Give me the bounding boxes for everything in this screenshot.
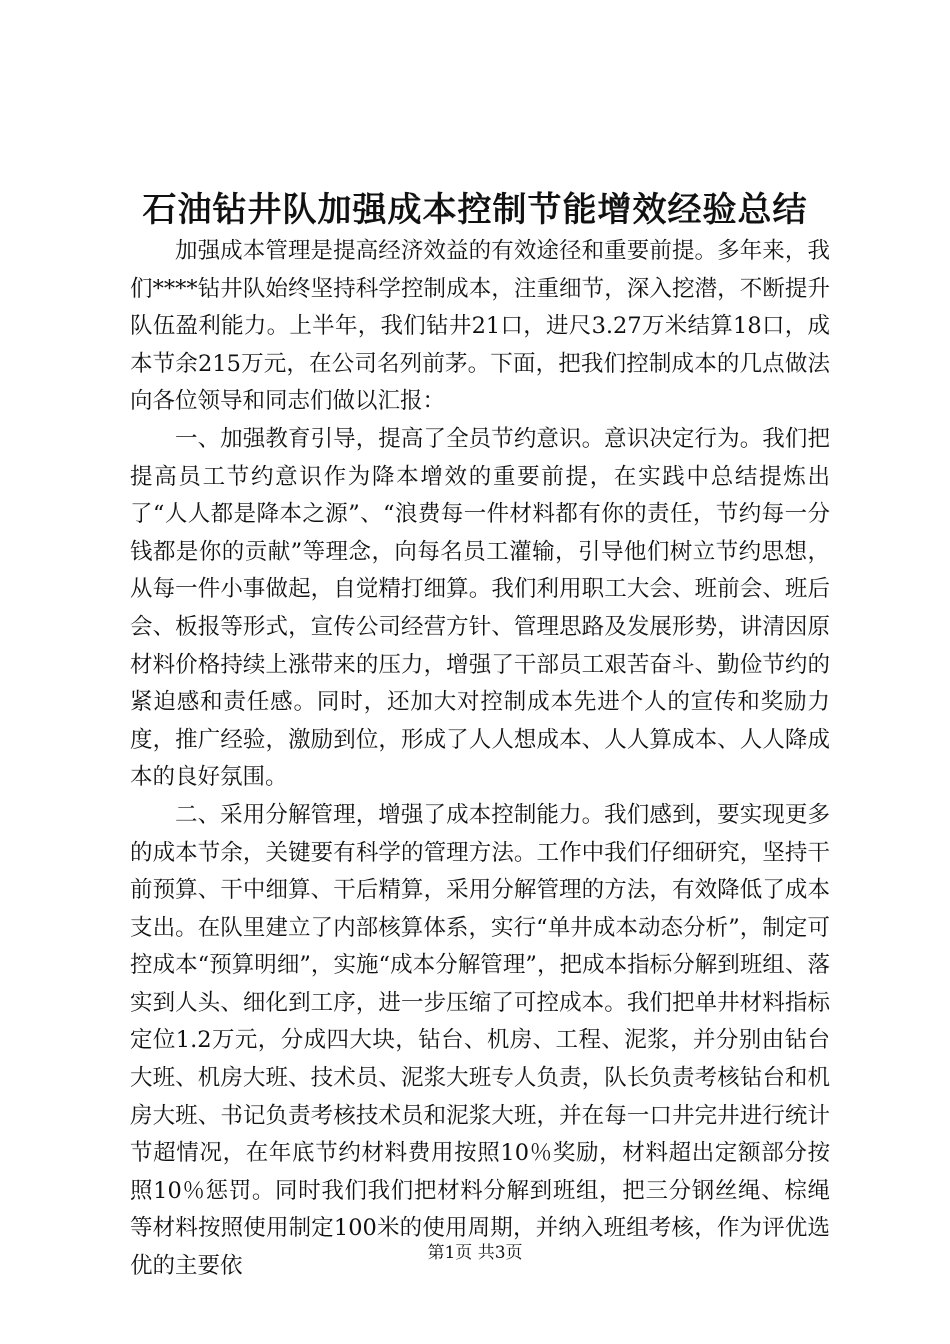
- document-body: [130, 233, 830, 1286]
- paragraph-section-2: 二、采用分解管理，增强了成本控制能力。我们感到，要实现更多的成本节余，关键要有科学的管理方法。工作中我们仔细研究，坚持干前预算、干中细算、干后精算，采用分解管理的方法，有效降低了成本支出。在队里建立了内部核算体系，实行“单井成本动态分析”，制定可控成本“预算明细”，实施“成本分解管理”，把成本指标分解到班组、落实到人头、细化到工序，进一步压缩了可控成本。我们把单井材料指标定位1.2万元，分成四大块，钻台、机房、工程、泥浆，并分别由钻台大班、机房大班、技术员、泥浆大班专人负责，队长负责考核钻台和机房大班、书记负责考核技术员和泥浆大班，并在每一口井完井进行统计节超情况，在年底节约材料费用按照10％奖励，材料超出定额部分按照10％惩罚。同时我们我们把材料分解到班组，把三分钢丝绳、棕绳等材料按照使用制定100米的使用周期，并纳入班组考核，作为评优选优的主要依: [130, 801, 830, 1280]
- page-number-footer: 第1页 共3页: [427, 1243, 523, 1263]
- paragraph-section-1: 一、加强教育引导，提高了全员节约意识。意识决定行为。我们把提高员工节约意识作为降本增效的重要前提，在实践中总结提炼出了“人人都是降本之源”、“浪费每一件材料都有你的责任，节约每一分钱都是你的贡献”等理念，向每名员工灌输，引导他们树立节约思想，从每一件小事做起，自觉精打细算。我们利用职工大会、班前会、班后会、板报等形式，宣传公司经营方针、管理思路及发展形势，讲清因原材料价格持续上涨带来的压力，增强了干部员工艰苦奋斗、勤俭节约的紧迫感和责任感。同时，还加大对控制成本先进个人的宣传和奖励力度，推广经验，激励到位，形成了人人想成本、人人算成本、人人降成本的良好氛围。: [130, 425, 830, 791]
- paragraph-intro: 加强成本管理是提高经济效益的有效途径和重要前提。多年来，我们****钻井队始终坚持科学控制成本，注重细节，深入挖潜，不断提升队伍盈利能力。上半年，我们钻井21口，进尺3.27万米结算18口，成本节余215万元，在公司名列前茅。下面，把我们控制成本的几点做法向各位领导和同志们做以汇报：: [130, 238, 830, 415]
- document-title: 石油钻井队加强成本控制节能增效经验总结: [142, 190, 808, 230]
